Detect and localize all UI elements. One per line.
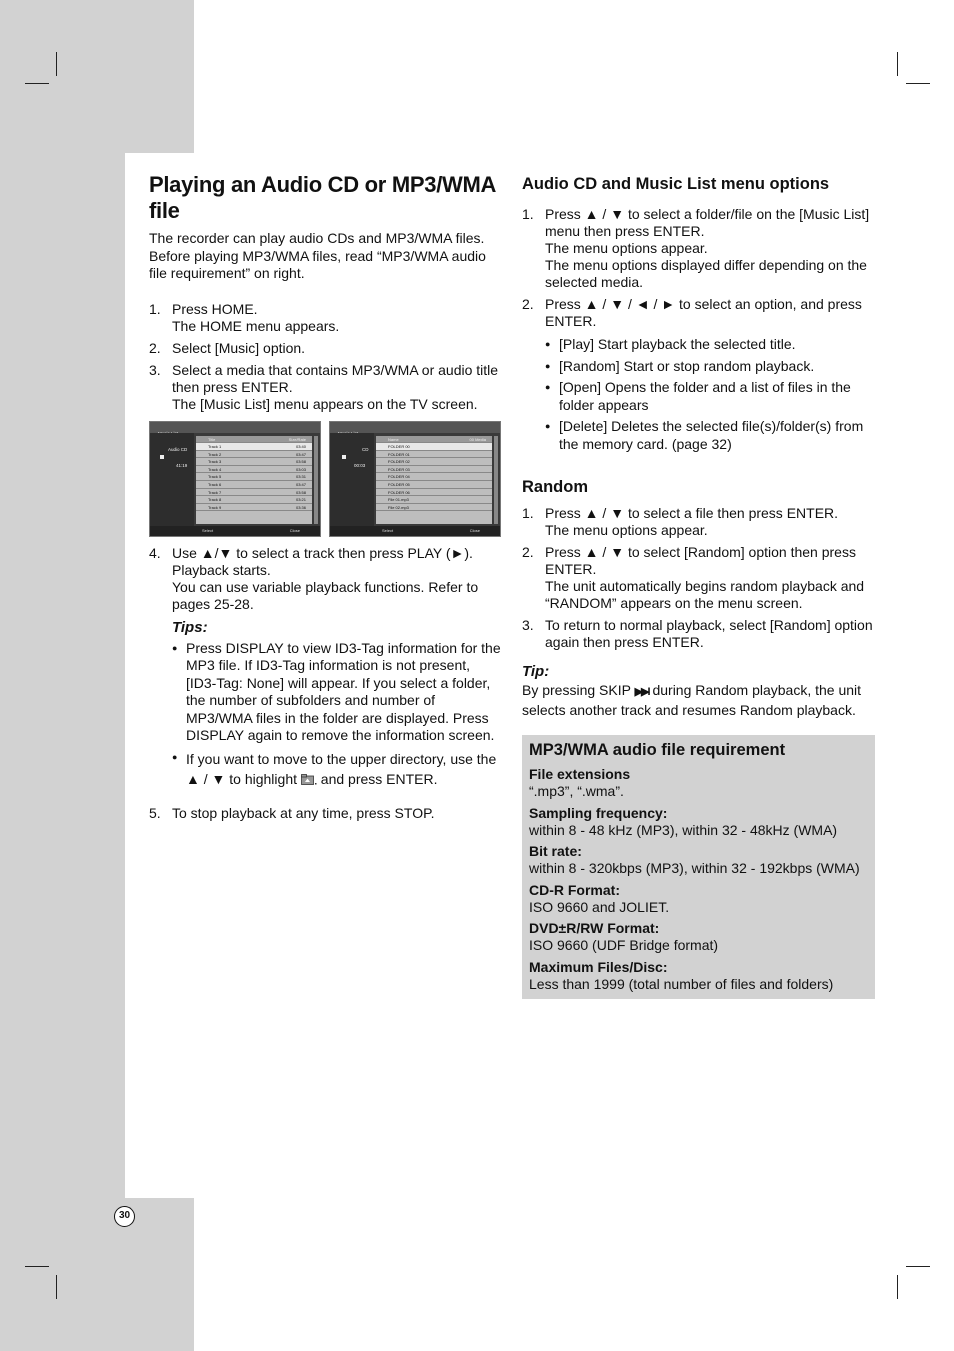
req-label: Bit rate:: [529, 843, 582, 859]
crop-mark: [906, 83, 930, 84]
table-row[interactable]: [196, 489, 312, 497]
req-label: DVD±R/RW Format:: [529, 920, 660, 936]
scrollbar[interactable]: [494, 436, 498, 524]
total-time: 41:19: [176, 462, 188, 468]
col-title: Title: [208, 436, 216, 442]
right-column: [522, 172, 875, 999]
list-item: [522, 617, 875, 651]
track-list: [196, 436, 312, 524]
tip-text-part: and press ENTER.: [320, 770, 438, 787]
list-item: [149, 301, 501, 335]
media-icon: [160, 455, 164, 459]
step-number: 4.: [149, 544, 161, 561]
list-item: [522, 296, 875, 457]
list-item: [545, 379, 875, 414]
tip-text: [522, 682, 875, 719]
step-number: 5.: [149, 804, 161, 821]
step-sub: The menu options appear.: [545, 522, 708, 538]
crop-mark: [56, 1275, 57, 1299]
col-title: Name: [388, 436, 399, 442]
margin-band-left: [0, 153, 125, 1198]
media-icon: [342, 455, 346, 459]
req-value: ISO 9660 and JOLIET.: [529, 898, 670, 915]
step-number: 3.: [522, 617, 534, 633]
track-time: 03:47: [295, 482, 306, 488]
table-row[interactable]: [196, 504, 312, 512]
track-time: 03:21: [295, 497, 306, 503]
list-item: [172, 640, 501, 745]
file-name: FOLDER 04: [388, 474, 410, 480]
file-list: [376, 436, 492, 524]
screen-footer: [150, 526, 320, 536]
req-label: File extensions: [529, 766, 631, 782]
step-text: Press ▲ / ▼ to select a folder/file on the [Music List] menu then press ENTER.: [545, 206, 870, 239]
table-row[interactable]: [196, 466, 312, 474]
margin-band-top: [0, 0, 194, 153]
foot-close: Close: [469, 527, 480, 533]
screen-sidebar: [150, 433, 194, 526]
step-number: 3.: [149, 361, 161, 378]
file-name: FOLDER 00: [388, 444, 410, 450]
bullet-icon: ●: [172, 642, 178, 653]
step-number: 2.: [522, 296, 534, 312]
table-row[interactable]: [196, 473, 312, 481]
track-name: Track 6: [208, 482, 222, 488]
file-name: FOLDER 03: [388, 466, 410, 472]
step-sub: The menu options appear.: [545, 240, 708, 256]
table-row[interactable]: [196, 443, 312, 451]
track-time: 03:58: [295, 489, 306, 495]
option-text: [Random] Start or stop random playback.: [559, 357, 815, 374]
table-row[interactable]: [196, 481, 312, 489]
step-text: [172, 545, 501, 562]
step-text: Press HOME.: [172, 300, 258, 317]
step-sub: You can use variable playback functions. Refer to pages 25-28.: [172, 578, 479, 612]
table-row[interactable]: [376, 466, 492, 474]
folder-up-icon: [301, 774, 317, 785]
play-icon: ►: [450, 544, 465, 561]
bullet-icon: ●: [545, 421, 551, 431]
tip-text-part: during Random playback, the unit selects another track and resumes Random playback.: [522, 682, 862, 718]
music-list-mp3-screen: [329, 421, 501, 537]
options-list: [545, 336, 875, 453]
req-value: Less than 1999 (total number of files and folders): [529, 975, 834, 992]
track-name: Track 5: [208, 474, 222, 480]
screen-footer: [330, 526, 500, 536]
step-sub: The [Music List] menu appears on the TV screen.: [172, 395, 478, 412]
file-name: File 02.mp3: [388, 504, 409, 510]
file-name: FOLDER 05: [388, 482, 410, 488]
crop-mark: [25, 83, 49, 84]
track-name: Track 9: [208, 504, 222, 510]
crop-mark: [897, 52, 898, 76]
crop-mark: [25, 1266, 49, 1267]
list-item: [545, 336, 875, 354]
step-text: Press ▲ / ▼ to select [Random] option then press ENTER.: [545, 544, 856, 577]
track-name: Track 2: [208, 451, 222, 457]
list-item: [522, 206, 875, 291]
step-number: 2.: [149, 339, 161, 356]
list-item: [149, 362, 501, 413]
step-sub: The menu options displayed differ depending on the selected media.: [545, 257, 867, 290]
screen-title-bar: [330, 422, 500, 433]
list-item: [522, 544, 875, 612]
bullet-icon: ●: [172, 751, 178, 762]
step-sub: The HOME menu appears.: [172, 317, 340, 334]
list-item: [545, 358, 875, 376]
req-label: Sampling frequency:: [529, 804, 668, 821]
list-item: [149, 805, 501, 822]
track-time: 03:58: [295, 459, 306, 465]
step-text-part: ).: [464, 544, 473, 561]
list-item: [149, 545, 501, 793]
file-name: FOLDER 01: [388, 451, 410, 457]
tip-text-part: By pressing SKIP: [522, 682, 631, 698]
list-item: [545, 418, 875, 453]
foot-select: Select: [382, 527, 394, 533]
crop-mark: [906, 1266, 930, 1267]
margin-band-bottom: [0, 1198, 194, 1351]
option-text: [Delete] Deletes the selected file(s)/folder(s) from the memory card. (page 32): [559, 418, 864, 452]
tip-text-part: If you want to move to the upper directory, use the ▲ / ▼ to highlight: [186, 750, 497, 787]
step-sub: The unit automatically begins random playback and “RANDOM” appears on the menu screen.: [545, 578, 865, 611]
intro-text: The recorder can play audio CDs and MP3/WMA files. Before playing MP3/WMA files, read “MP3/WMA audio file requirement” on right.: [149, 230, 486, 281]
left-column: [149, 172, 501, 827]
track-time: 03:40: [295, 444, 306, 450]
tip-text: [186, 749, 501, 789]
table-row[interactable]: [376, 451, 492, 459]
track-time: 03:36: [295, 504, 306, 510]
step-text: Press ▲ / ▼ to select a file then press ENTER.: [545, 505, 839, 521]
section-heading-random: Random: [522, 478, 588, 496]
crop-mark: [897, 1275, 898, 1299]
tip-text: Press DISPLAY to view ID3-Tag information for the MP3 file. If ID3-Tag information is not present, [ID3-Tag: None] will appear. If you select a folder, the number of subfolders and number of MP3/WMA files in the folder are displayed. Press DISPLAY again to remove the information screen.: [186, 639, 501, 743]
list-header: [376, 436, 492, 444]
req-value: “.mp3”, “.wma”.: [529, 783, 624, 799]
scrollbar[interactable]: [314, 436, 318, 524]
foot-close: Close: [289, 527, 300, 533]
step-number: 1.: [149, 300, 161, 317]
screen-sidebar: [330, 433, 374, 526]
crop-mark: [56, 52, 57, 76]
bullet-icon: ●: [545, 360, 551, 371]
step-text: Select [Music] option.: [172, 339, 306, 356]
page-title: Playing an Audio CD or MP3/WMA file: [149, 172, 496, 223]
file-name: FOLDER 02: [388, 459, 410, 465]
step-text: To return to normal playback, select [Random] option again then press ENTER.: [545, 617, 873, 650]
step-text-part: Use ▲/▼ to select a track then press PLAY (: [172, 544, 451, 561]
list-item: [172, 749, 501, 789]
col-size: 00 Media: [469, 436, 486, 442]
media-label: CD: [362, 446, 369, 452]
music-list-audio-cd-screen: [149, 421, 321, 537]
total-time: 00:03: [354, 462, 366, 468]
req-value: within 8 - 320kbps (MP3), within 32 - 192kbps (WMA): [529, 860, 860, 876]
table-row[interactable]: [376, 489, 492, 497]
track-time: 03:31: [295, 474, 306, 480]
step-number: 1.: [522, 206, 534, 222]
media-label: Audio CD: [168, 446, 188, 452]
option-text: [Play] Start playback the selected title.: [559, 336, 796, 352]
step-number: 2.: [522, 544, 534, 560]
track-time: 03:47: [295, 451, 306, 457]
list-header: [196, 436, 312, 444]
table-row[interactable]: [376, 504, 492, 512]
track-name: Track 3: [208, 459, 222, 465]
file-name: File 01.mp3: [388, 497, 409, 503]
step-text: Select a media that contains MP3/WMA or audio title then press ENTER.: [172, 361, 499, 395]
table-row[interactable]: [376, 496, 492, 504]
tips-heading: Tips:: [172, 618, 208, 636]
list-item: [522, 505, 875, 539]
option-text: [Open] Opens the folder and a list of files in the folder appears: [559, 379, 851, 413]
table-row[interactable]: [376, 443, 492, 451]
foot-select: Select: [202, 527, 214, 533]
track-time: 03:03: [295, 466, 306, 472]
track-name: Track 8: [208, 497, 222, 503]
step-number: 1.: [522, 505, 534, 521]
step-sub: Playback starts.: [172, 561, 271, 578]
section-heading-options: Audio CD and Music List menu options: [522, 175, 830, 193]
bullet-icon: ●: [545, 382, 551, 392]
track-name: Track 4: [208, 466, 222, 472]
file-name: FOLDER 06: [388, 489, 410, 495]
table-row[interactable]: [376, 481, 492, 489]
page-number: 30: [114, 1206, 135, 1227]
requirement-box: [522, 735, 875, 999]
screenshots: [149, 421, 501, 537]
track-name: Track 1: [208, 444, 222, 450]
req-value: ISO 9660 (UDF Bridge format): [529, 937, 719, 953]
table-row[interactable]: [196, 496, 312, 504]
requirement-heading: MP3/WMA audio file requirement: [529, 741, 786, 759]
step-text: To stop playback at any time, press STOP.: [172, 804, 435, 821]
tips-list: [172, 640, 501, 789]
tip-heading: Tip:: [522, 663, 550, 680]
bullet-icon: ●: [545, 339, 551, 349]
req-value: within 8 - 48 kHz (MP3), within 32 - 48kHz (WMA): [529, 821, 838, 838]
table-row[interactable]: [376, 458, 492, 466]
steps-list: [149, 301, 501, 413]
table-row[interactable]: [196, 451, 312, 459]
list-item: [149, 340, 501, 357]
skip-next-icon: ▶▶I: [634, 686, 649, 698]
req-label: Maximum Files/Disc:: [529, 958, 668, 975]
screen-title-bar: [150, 422, 320, 433]
table-row[interactable]: [376, 473, 492, 481]
step-text: Press ▲ / ▼ / ◄ / ► to select an option, and press ENTER.: [545, 296, 862, 329]
table-row[interactable]: [196, 458, 312, 466]
col-size: Size/Rate: [288, 436, 306, 442]
req-label: CD-R Format:: [529, 881, 620, 898]
track-name: Track 7: [208, 489, 222, 495]
